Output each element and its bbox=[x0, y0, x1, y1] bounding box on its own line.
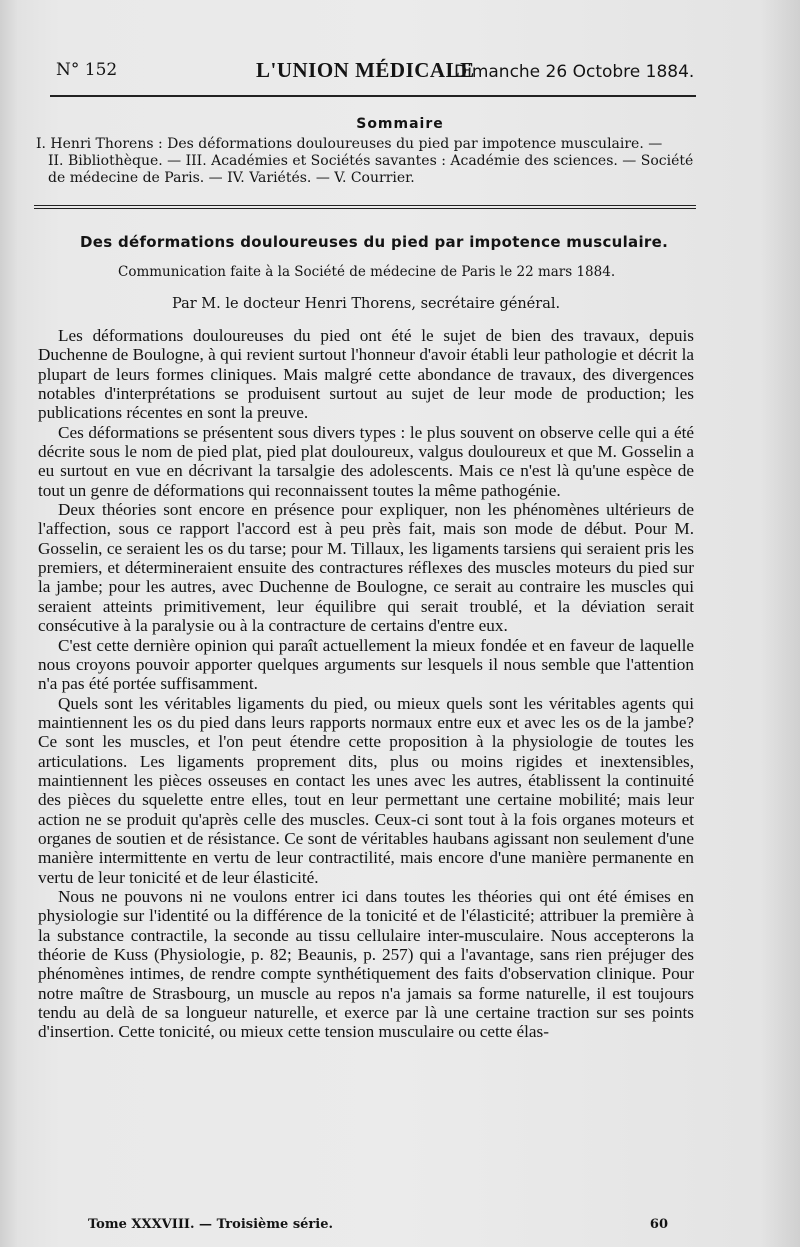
body-paragraph: C'est cette dernière opinion qui paraît actuellement la mieux fondée et en faveur de laquelle nous croyons pouvoir apporter quelques arguments sur lesquels il nous semble que l'attention n'a pas été portée suffisamment. bbox=[38, 635, 694, 694]
sommaire-line: I. Henri Thorens : Des déformations douloureuses du pied par impotence musculaire. — bbox=[36, 136, 663, 152]
issue-number: N° 152 bbox=[56, 60, 118, 80]
page-header bbox=[56, 54, 696, 88]
sommaire-rule bbox=[34, 205, 696, 206]
body-paragraph: Les déformations douloureuses du pied ont été le sujet de bien des travaux, depuis Duchenne de Boulogne, à qui revient surtout l'honneur d'avoir établi leur pathologie et décrit la plupart de leurs formes cliniques. Mais malgré cette abondance de travaux, des divergences notables d'interprétations se produisent surtout au sujet de leur mode de production; les publications récentes en sont la preuve. bbox=[38, 326, 694, 423]
journal-title: L'UNION MÉDICALE bbox=[256, 58, 475, 82]
body-paragraph: Deux théories sont encore en présence pour expliquer, non les phénomènes ultérieurs de l'affection, sous ce rapport l'accord est à peu près fait, mais son mode de début. Pour M. Gosselin, ce seraient les os du tarse; pour M. Tillaux, les ligaments tarsiens qui seraient pris les premiers, et détermineraient ensuite des contractures réflexes des muscles moteurs du pied sur la jambe; pour les autres, avec Duchenne de Boulogne, ce serait au contraire les muscles qui seraient atteints primitivement, leur équilibre qui serait troublé, et la déviation serait consécutive à la paralysie ou à la contracture de certains d'entre eux. bbox=[38, 500, 694, 636]
sommaire-rule-lower bbox=[34, 208, 696, 209]
sommaire-contents bbox=[36, 136, 694, 187]
volume-series: Tome XXXVIII. — Troisième série. bbox=[88, 1217, 334, 1232]
sommaire-line: de médecine de Paris. — IV. Variétés. — V. Courrier. bbox=[48, 170, 415, 186]
issue-date: Dimanche 26 Octobre 1884. bbox=[454, 62, 695, 82]
sommaire-heading: Sommaire bbox=[356, 116, 444, 132]
sommaire-line: II. Bibliothèque. — III. Académies et Sociétés savantes : Académie des sciences. — Société bbox=[48, 153, 694, 169]
article-communication: Communication faite à la Société de médecine de Paris le 22 mars 1884. bbox=[118, 264, 616, 280]
page-number: 60 bbox=[649, 1217, 668, 1232]
article-author: Par M. le docteur Henri Thorens, secrétaire général. bbox=[172, 296, 561, 312]
page-footer bbox=[88, 1217, 668, 1237]
body-paragraph: Quels sont les véritables ligaments du pied, ou mieux quels sont les véritables agents qui maintiennent les os du pied dans leurs rapports normaux entre eux et avec les os de la jambe? Ce sont les muscles, et l'on peut étendre cette proposition à la physiologie de toutes les articulations. Les ligaments proprement dits, plus ou moins rigides et inextensibles, maintiennent les pièces osseuses en contact les unes avec les autres, établissent la continuité des pièces du squelette entre elles, tout en leur permettant une certaine mobilité; mais leur action ne se produit qu'après celle des muscles. Ceux-ci sont tout à la fois organes moteurs et organes de soutien et de résistance. Ce sont de véritables haubans agissant non seulement d'une manière intermittente en vertu de leur contractilité, mais encore d'une manière permanente en vertu de leur tonicité et de leur élasticité. bbox=[38, 693, 694, 887]
article-title: Des déformations douloureuses du pied par impotence musculaire. bbox=[80, 233, 669, 251]
body-paragraph: Ces déformations se présentent sous divers types : le plus souvent on observe celle qui a été décrite sous le nom de pied plat, pied plat douloureux, valgus douloureux et que M. Gosselin a eu surtout en vue en décrivant la tarsalgie des adolescents. Mais ce n'est là qu'une espèce de tout un genre de déformations qui reconnaissent toutes la même pathogénie. bbox=[38, 422, 694, 500]
article-body bbox=[38, 326, 694, 1042]
body-paragraph: Nous ne pouvons ni ne voulons entrer ici dans toutes les théories qui ont été émises en physiologie sur l'identité ou la différence de la tonicité et de l'élasticité; attribuer la première à la substance contractile, la seconde au tissu cellulaire inter-musculaire. Nous accepterons la théorie de Kuss (Physiologie, p. 82; Beaunis, p. 257) qui a l'avantage, sans rien préjuger des phénomènes intimes, de rendre compte synthétiquement des faits d'observation clinique. Pour notre maître de Strasbourg, un muscle au repos n'a jamais sa forme naturelle, il est toujours tendu au delà de sa longueur naturelle, et exerce par là une certaine traction sur ses points d'insertion. Cette tonicité, ou mieux cette tension musculaire ou cette élas- bbox=[38, 886, 694, 1042]
header-rule bbox=[50, 95, 696, 97]
